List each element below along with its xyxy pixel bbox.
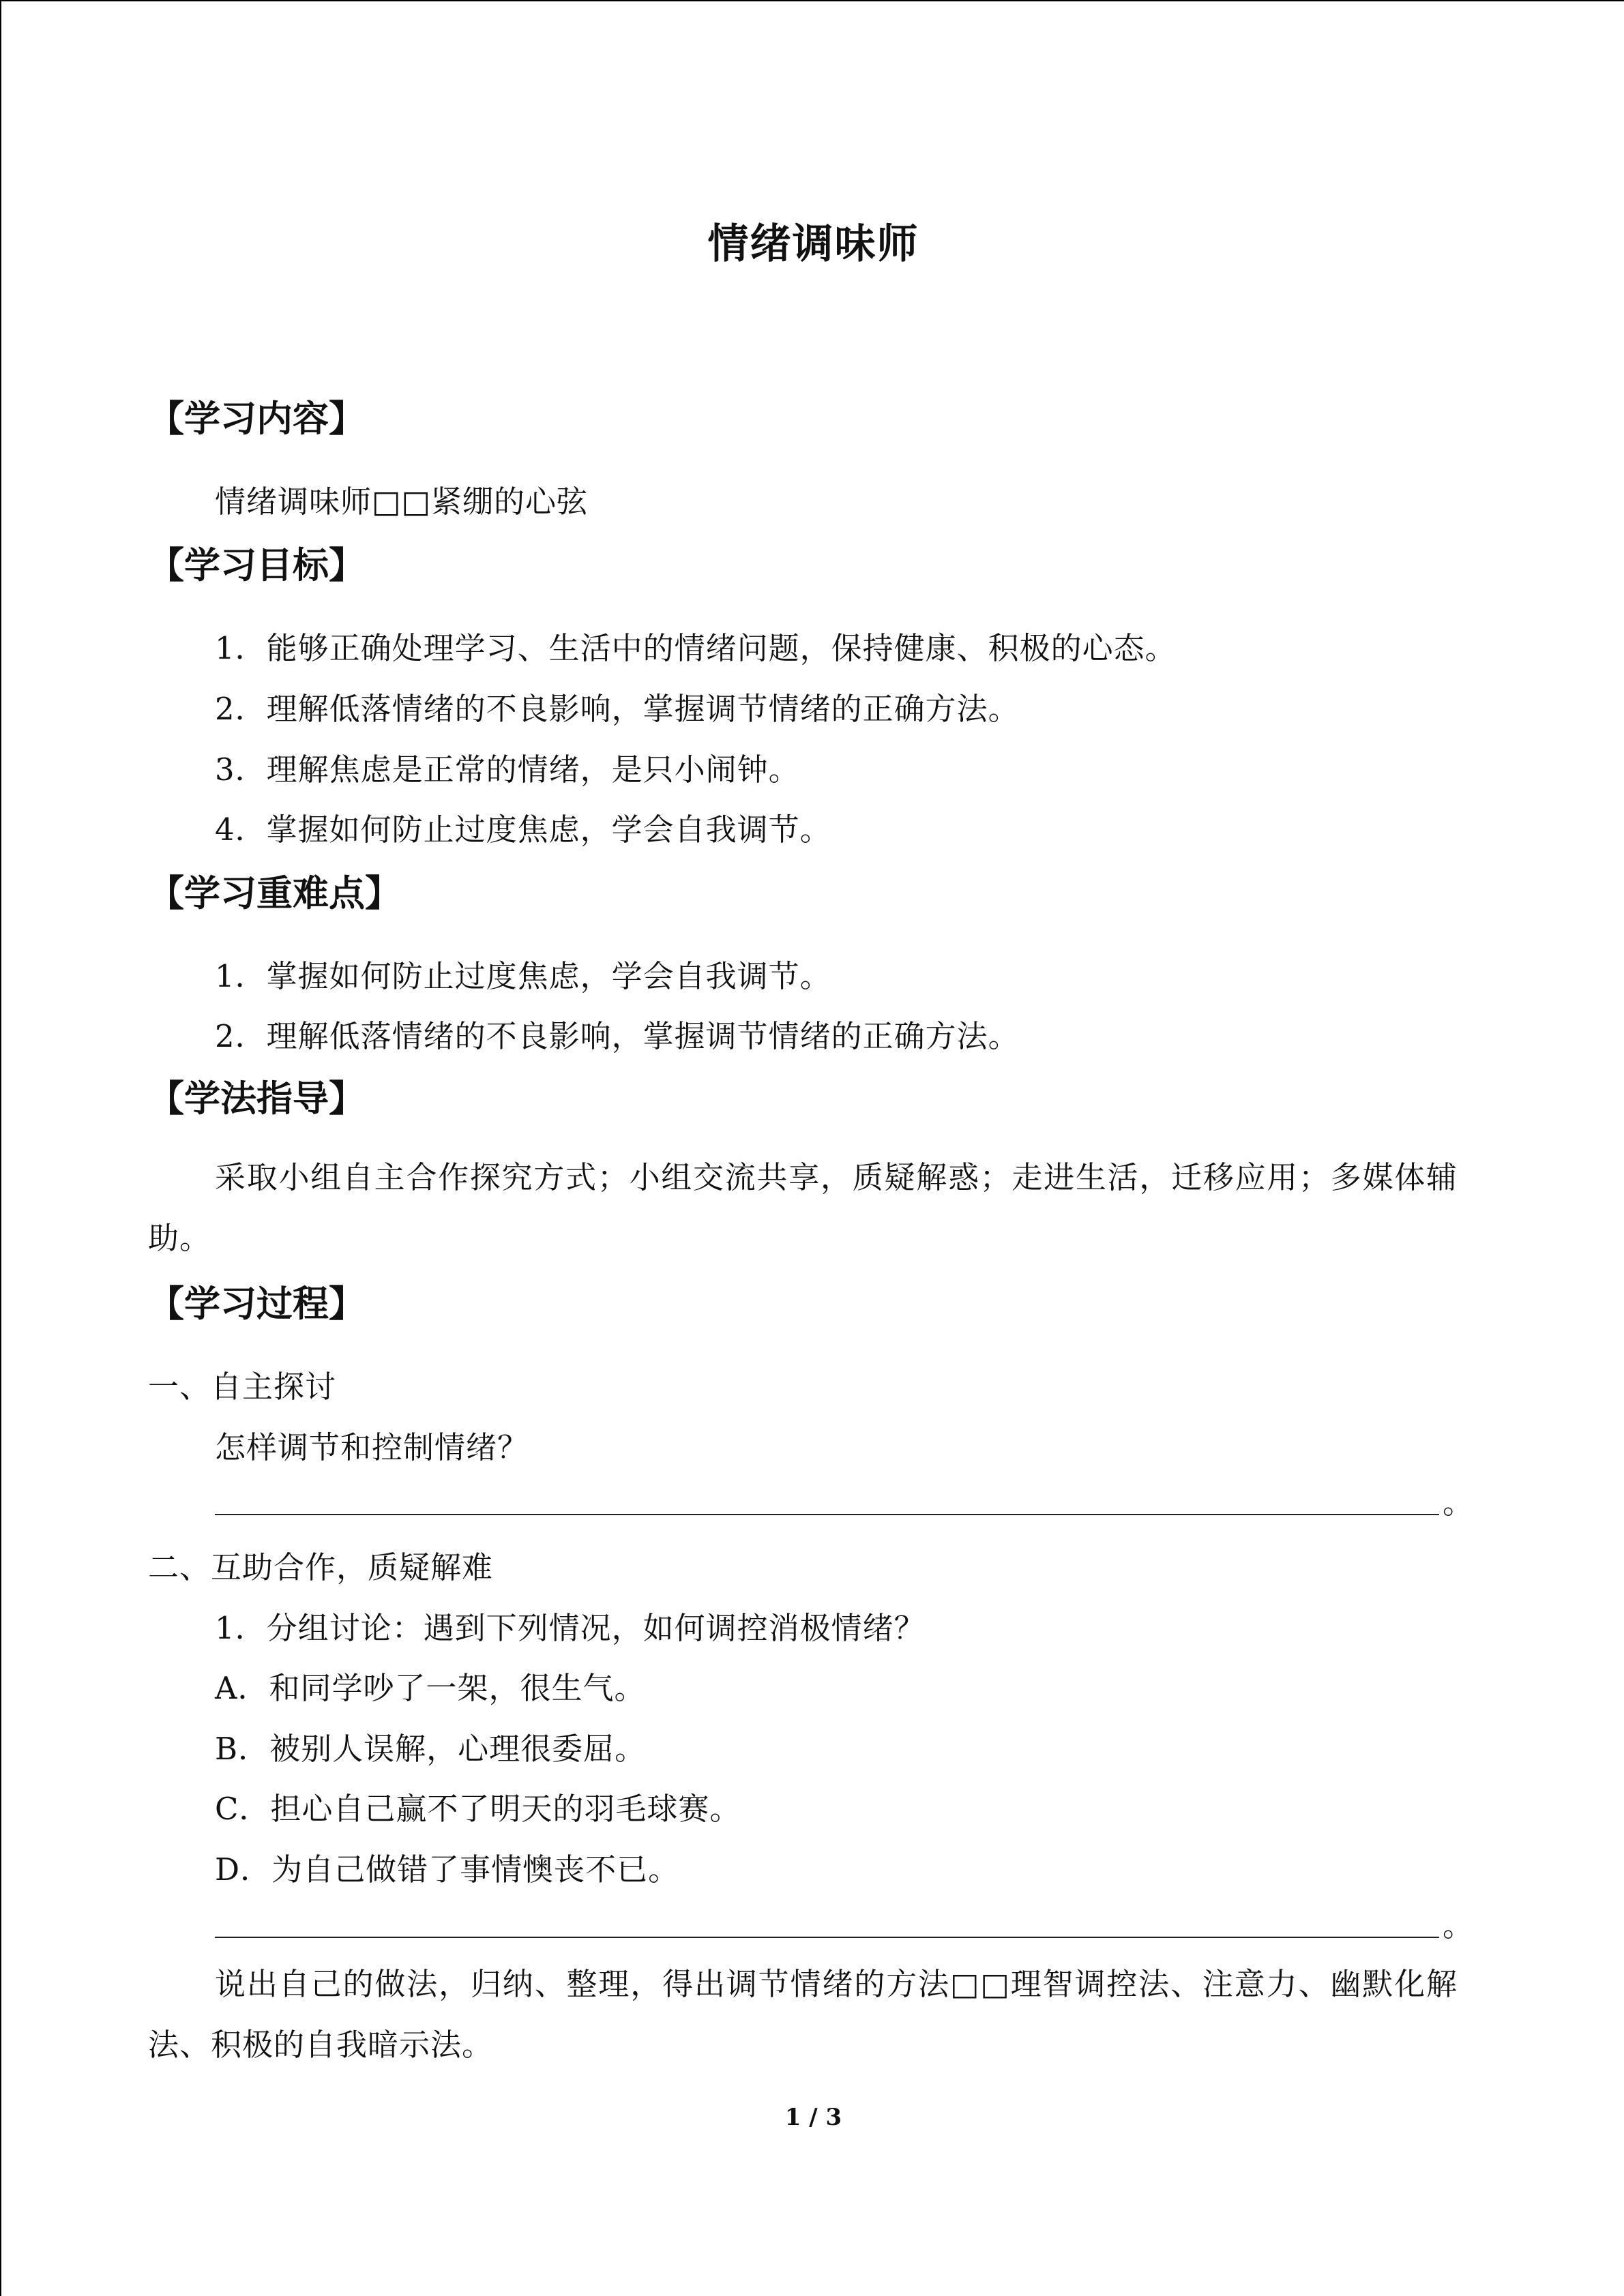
content-text: 情绪调味师□□紧绷的心弦 bbox=[215, 483, 589, 520]
answer-blank-2[interactable] bbox=[215, 1904, 1474, 1945]
process-part1-title: 一、自主探讨 bbox=[148, 1369, 337, 1405]
heading-goals: 【学习目标】 bbox=[148, 545, 365, 586]
heading-process: 【学习过程】 bbox=[148, 1283, 365, 1325]
answer-blank-1[interactable] bbox=[215, 1481, 1474, 1522]
process-part2-prompt: 1．分组讨论：遇到下列情况，如何调控消极情绪？ bbox=[215, 1610, 926, 1646]
answer-blank-line bbox=[215, 1911, 1439, 1938]
answer-blank-line bbox=[215, 1488, 1439, 1515]
page-number: 1 / 3 bbox=[784, 2104, 842, 2131]
heading-content: 【学习内容】 bbox=[148, 398, 365, 440]
option-b: B．被别人误解，心理很委屈。 bbox=[215, 1731, 647, 1767]
document-title: 情绪调味师 bbox=[707, 220, 919, 268]
option-c: C．担心自己赢不了明天的羽毛球赛。 bbox=[215, 1791, 741, 1827]
goal-item-1: 1．能够正确处理学习、生活中的情绪问题，保持健康、积极的心态。 bbox=[215, 630, 1177, 666]
option-d: D．为自己做错了事情懊丧不已。 bbox=[215, 1851, 680, 1888]
option-a: A．和同学吵了一架，很生气。 bbox=[215, 1670, 646, 1706]
answer-blank-period: 。 bbox=[1443, 1907, 1474, 1943]
heading-key-points: 【学习重难点】 bbox=[148, 873, 401, 914]
key-point-item-1: 1．掌握如何防止过度焦虑，学会自我调节。 bbox=[215, 958, 831, 994]
method-text: 采取小组自主合作探究方式；小组交流共享，质疑解惑；走进生活，迁移应用；多媒体辅助。 bbox=[148, 1159, 1458, 1256]
key-point-item-2: 2．理解低落情绪的不良影响，掌握调节情绪的正确方法。 bbox=[215, 1018, 1020, 1054]
process-part2-title: 二、互助合作，质疑解难 bbox=[148, 1549, 494, 1585]
process-part1-question: 怎样调节和控制情绪？ bbox=[215, 1429, 529, 1465]
process-part2-summary: 说出自己的做法，归纳、整理，得出调节情绪的方法□□理智调控法、注意力、幽默化解法、积极的自我暗示法。 bbox=[148, 1966, 1458, 2063]
answer-blank-period: 。 bbox=[1443, 1485, 1474, 1521]
heading-method: 【学法指导】 bbox=[148, 1078, 365, 1120]
goal-item-3: 3．理解焦虑是正常的情绪，是只小闹钟。 bbox=[215, 751, 800, 788]
goal-item-4: 4．掌握如何防止过度焦虑，学会自我调节。 bbox=[215, 811, 831, 848]
goal-item-2: 2．理解低落情绪的不良影响，掌握调节情绪的正确方法。 bbox=[215, 691, 1020, 727]
